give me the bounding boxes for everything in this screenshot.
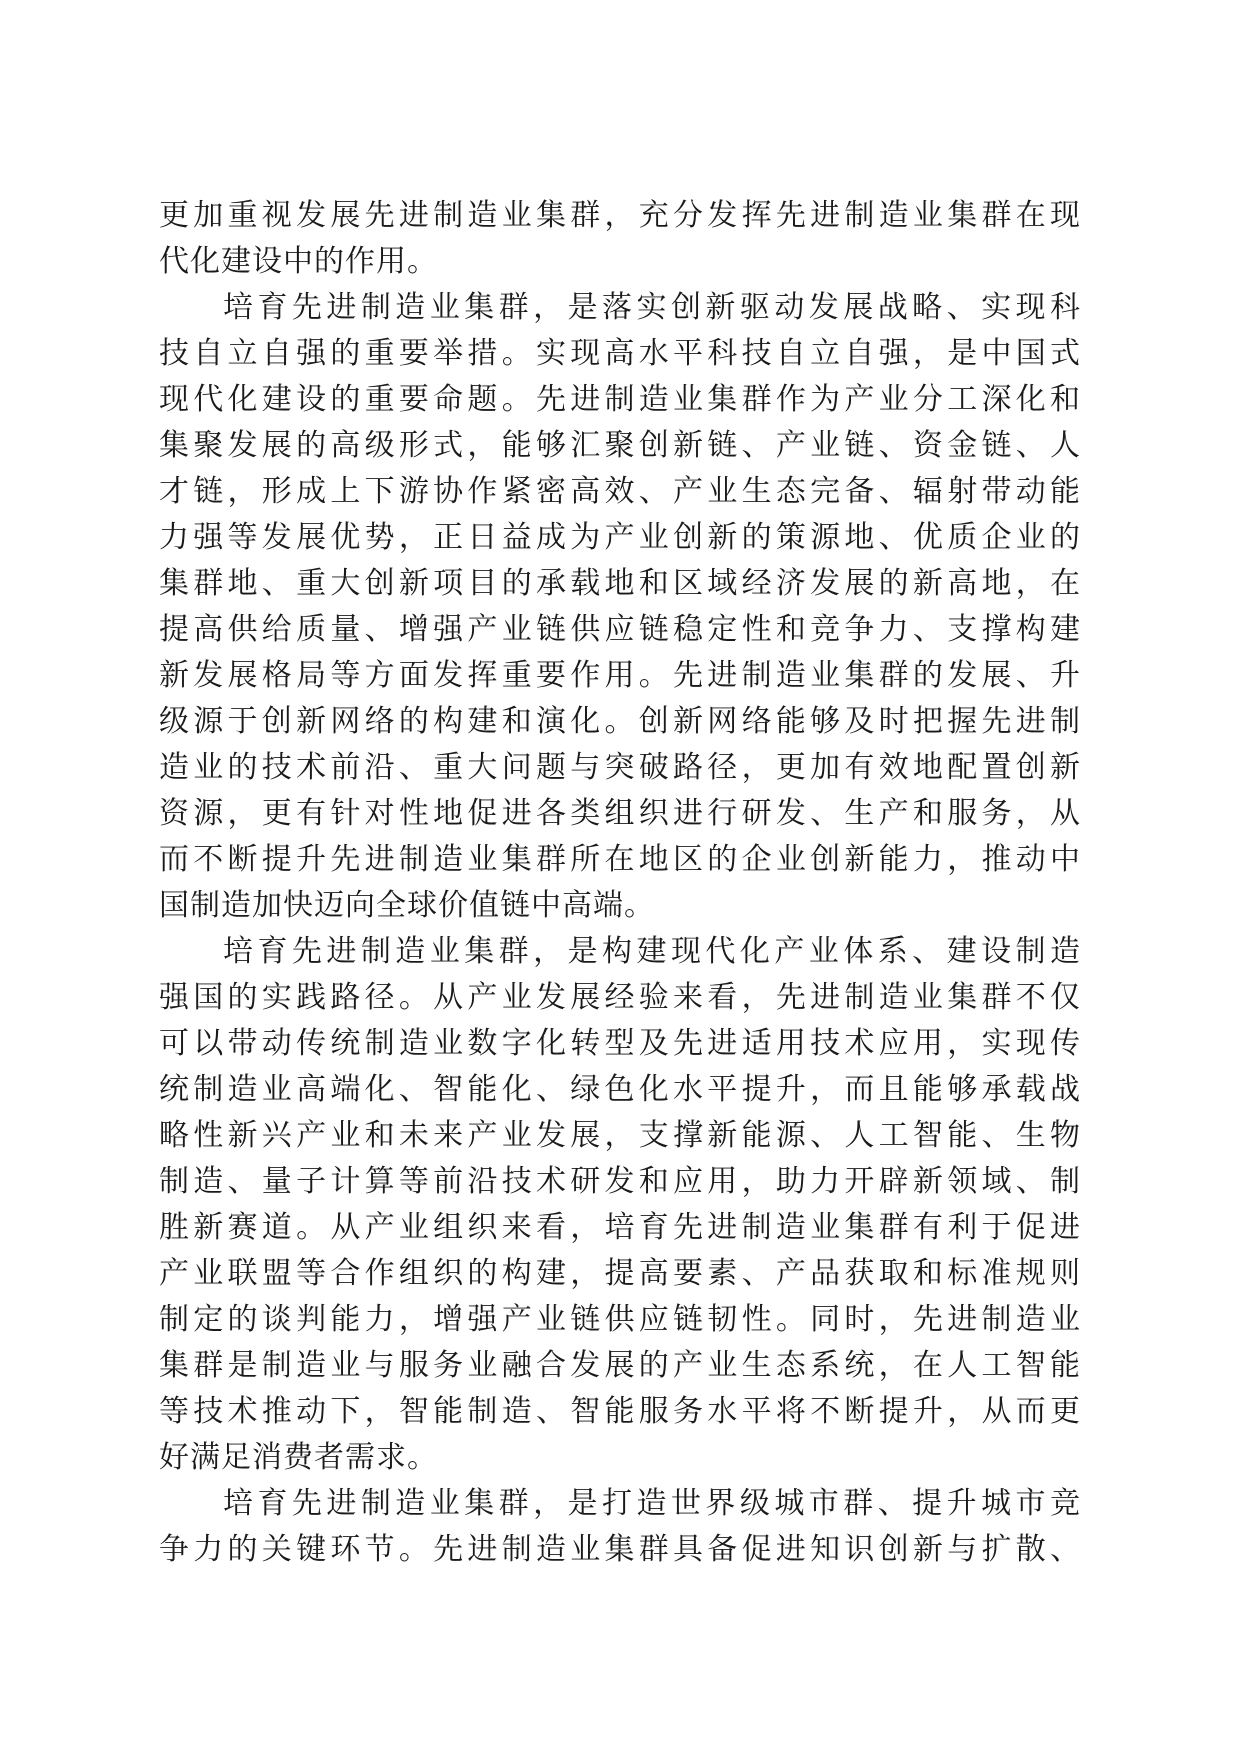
text-line-6: 集聚发展的高级形式，能够汇聚创新链、产业链、资金链、人 (159, 428, 1081, 463)
text-line-26: 集群是制造业与服务业融合发展的产业生态系统，在人工智能 (159, 1348, 1081, 1383)
text-line-21: 略性新兴产业和未来产业发展，支撑新能源、人工智能、生物 (159, 1118, 1081, 1153)
text-line-5: 现代化建设的重要命题。先进制造业集群作为产业分工深化和 (159, 382, 1081, 417)
text-line-13: 造业的技术前沿、重大问题与突破路径，更加有效地配置创新 (159, 750, 1081, 785)
text-line-3: 培育先进制造业集群，是落实创新驱动发展战略、实现科 (223, 290, 1081, 325)
text-line-10: 提高供给质量、增强产业链供应链稳定性和竞争力、支撑构建 (159, 612, 1081, 647)
text-line-24: 产业联盟等合作组织的构建，提高要素、产品获取和标准规则 (159, 1256, 1081, 1291)
text-line-20: 统制造业高端化、智能化、绿色化水平提升，而且能够承载战 (159, 1072, 1081, 1107)
text-line-2: 代化建设中的作用。 (159, 244, 438, 279)
text-line-15: 而不断提升先进制造业集群所在地区的企业创新能力，推动中 (159, 842, 1081, 877)
text-line-19: 可以带动传统制造业数字化转型及先进适用技术应用，实现传 (159, 1026, 1081, 1061)
text-line-25: 制定的谈判能力，增强产业链供应链韧性。同时，先进制造业 (159, 1302, 1081, 1337)
text-line-11: 新发展格局等方面发挥重要作用。先进制造业集群的发展、升 (159, 658, 1081, 693)
text-line-28: 好满足消费者需求。 (159, 1440, 438, 1475)
text-line-14: 资源，更有针对性地促进各类组织进行研发、生产和服务，从 (159, 796, 1081, 831)
text-line-23: 胜新赛道。从产业组织来看，培育先进制造业集群有利于促进 (159, 1210, 1081, 1245)
text-line-27: 等技术推动下，智能制造、智能服务水平将不断提升，从而更 (159, 1394, 1081, 1429)
text-line-16: 国制造加快迈向全球价值链中高端。 (159, 888, 655, 923)
text-line-9: 集群地、重大创新项目的承载地和区域经济发展的新高地，在 (159, 566, 1081, 601)
text-line-17: 培育先进制造业集群，是构建现代化产业体系、建设制造 (223, 934, 1081, 969)
text-line-30: 争力的关键环节。先进制造业集群具备促进知识创新与扩散、 (159, 1532, 1081, 1567)
text-line-12: 级源于创新网络的构建和演化。创新网络能够及时把握先进制 (159, 704, 1081, 739)
text-line-4: 技自立自强的重要举措。实现高水平科技自立自强，是中国式 (159, 336, 1081, 371)
body-text (159, 193, 1081, 1573)
text-line-22: 制造、量子计算等前沿技术研发和应用，助力开辟新领域、制 (159, 1164, 1081, 1199)
text-line-8: 力强等发展优势，正日益成为产业创新的策源地、优质企业的 (159, 520, 1081, 555)
text-line-7: 才链，形成上下游协作紧密高效、产业生态完备、辐射带动能 (159, 474, 1081, 509)
text-line-18: 强国的实践路径。从产业发展经验来看，先进制造业集群不仅 (159, 980, 1081, 1015)
text-line-29: 培育先进制造业集群，是打造世界级城市群、提升城市竞 (223, 1486, 1081, 1521)
text-line-1: 更加重视发展先进制造业集群，充分发挥先进制造业集群在现 (159, 198, 1081, 233)
